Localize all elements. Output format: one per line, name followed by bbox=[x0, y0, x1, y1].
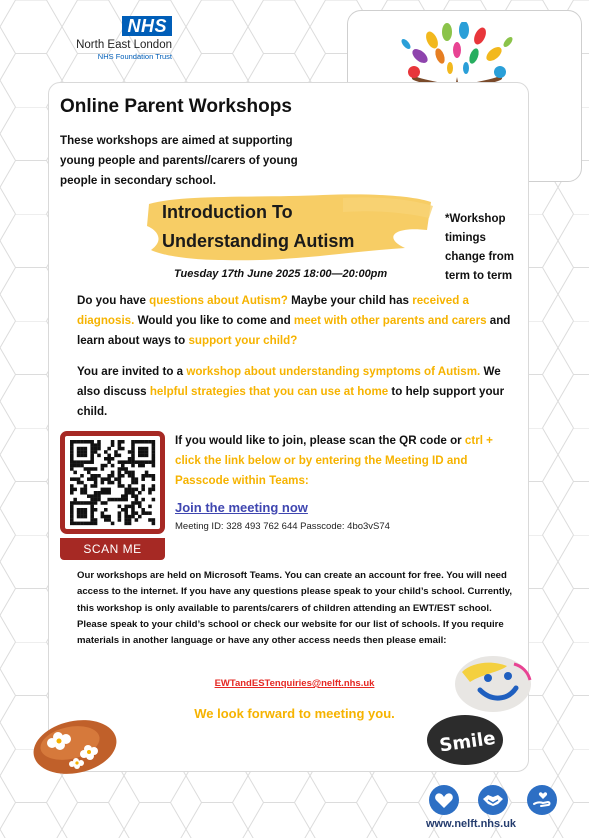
nhs-logo: NHS bbox=[122, 16, 172, 36]
text-span: and learn about ways to bbox=[77, 314, 511, 347]
flower-stone-icon bbox=[30, 715, 120, 777]
highlight-span: received a diagnosis. bbox=[77, 294, 469, 327]
highlight-span: meet with other parents and carers bbox=[293, 314, 487, 327]
highlight-span: helpful strategies that you can use at home bbox=[149, 385, 389, 398]
intro-text: These workshops are aimed at supporting young people and parents//carers of young people in secondary school. bbox=[60, 134, 298, 187]
text-span: Would you like to come and bbox=[134, 314, 294, 327]
nhs-trust-name: NHS Foundation Trust bbox=[97, 52, 172, 61]
nhs-org-name: North East London bbox=[76, 39, 172, 51]
highlight-span: ctrl + click the link below or by entering the Meeting ID and Passcode within Teams: bbox=[175, 434, 493, 487]
workshop-headline bbox=[162, 198, 354, 256]
timing-note: *Workshop timings change from term to term bbox=[445, 213, 515, 282]
handshake-icon bbox=[477, 784, 509, 816]
event-date: Tuesday 17th June 2025 18:00—20:00pm bbox=[174, 268, 388, 280]
join-meeting-link[interactable]: Join the meeting now bbox=[175, 500, 308, 515]
text-span: You are invited to a bbox=[77, 365, 187, 378]
caring-hand-icon bbox=[526, 784, 558, 816]
heart-icon bbox=[428, 784, 460, 816]
enquiries-email-link[interactable]: EWTandESTenquiries@nelft.nhs.uk bbox=[214, 678, 375, 689]
highlight-span: workshop about understanding symptoms of Autism. bbox=[186, 365, 481, 378]
qr-code-pattern bbox=[65, 436, 160, 529]
highlight-span: support your child? bbox=[188, 334, 298, 347]
stone-text: Smile bbox=[438, 727, 497, 757]
questions-paragraph bbox=[77, 291, 517, 351]
teams-info-paragraph: Our workshops are held on Microsoft Teams. You can create an account for free. You will need access to the internet. If you have any questions please speak to your child’s school. Currently, this workshop is only available to parents/carers of children attending an EWT/EST school. Please speak to your child’s school or check our website for our list of schools. If you require materials in another language or have any other access needs then please email: bbox=[77, 570, 513, 647]
invitation-paragraph bbox=[77, 362, 517, 422]
footer-icons bbox=[428, 784, 558, 816]
text-span: to help support your child. bbox=[77, 385, 505, 418]
text-span: If you would like to join, please scan the QR code or bbox=[175, 434, 465, 447]
meeting-details: Meeting ID: 328 493 762 644 Passcode: 4bo3vS74 bbox=[175, 521, 390, 532]
headline-line-1: Introduction To bbox=[162, 202, 293, 222]
closing-message: We look forward to meeting you. bbox=[194, 706, 395, 721]
qr-code[interactable] bbox=[60, 431, 165, 534]
nhs-header bbox=[58, 16, 172, 62]
highlight-span: questions about Autism? bbox=[149, 294, 288, 307]
headline-line-2: Understanding Autism bbox=[162, 231, 355, 251]
page-title: Online Parent Workshops bbox=[60, 96, 292, 117]
smile-stone-icon bbox=[425, 712, 505, 767]
website-url[interactable]: www.nelft.nhs.uk bbox=[426, 818, 517, 830]
text-span: Do you have bbox=[77, 294, 150, 307]
smiley-stone-icon bbox=[452, 652, 534, 716]
join-instructions bbox=[175, 431, 520, 491]
text-span: Maybe your child has bbox=[287, 294, 413, 307]
scan-me-label: SCAN ME bbox=[60, 538, 165, 560]
text-span: We also discuss bbox=[77, 365, 501, 398]
